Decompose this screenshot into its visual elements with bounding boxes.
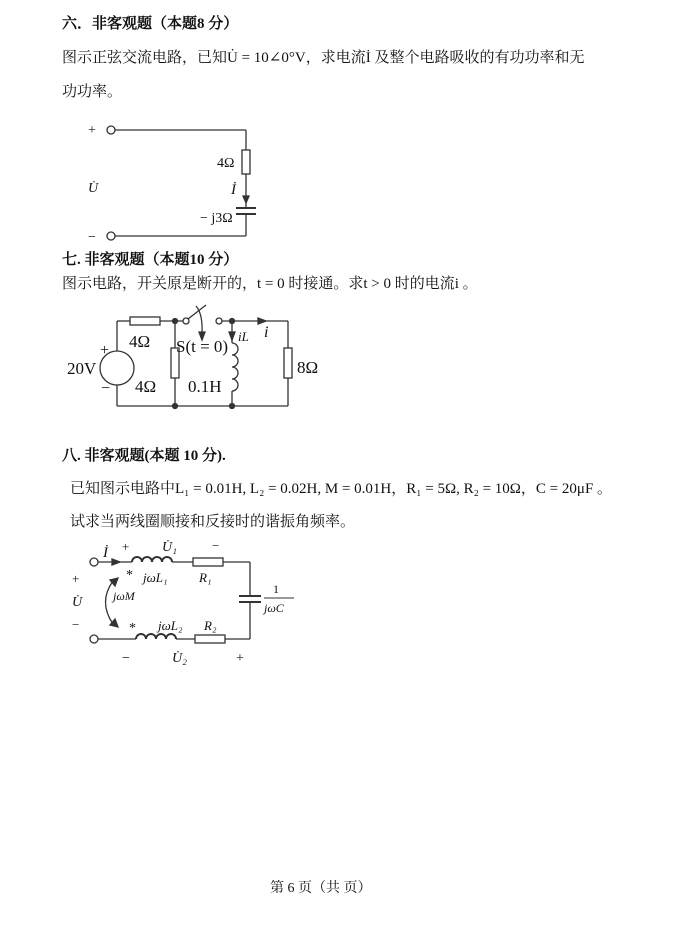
- q6-body-line2: 功功率。: [62, 84, 123, 100]
- terminal-top: [90, 558, 98, 566]
- resistor-4ohm: [242, 150, 250, 174]
- mutual-arrow-icon: [106, 581, 114, 624]
- minus-label: −: [88, 230, 96, 245]
- q8-heading: 八. 非客观题(本题 10 分).: [62, 448, 226, 464]
- inductor-label: 0.1H: [188, 377, 222, 396]
- dot-l2: *: [129, 621, 136, 636]
- u2-plus: +: [236, 651, 244, 666]
- current-label: İ: [103, 545, 108, 561]
- r-load-label: 8Ω: [297, 358, 319, 377]
- resistor-label: 4Ω: [217, 156, 235, 171]
- current-arrow-icon: [243, 196, 249, 203]
- r1-label: R₁: [199, 570, 212, 585]
- plus-label: +: [88, 123, 96, 138]
- resistor-r1: [193, 558, 223, 566]
- u-plus: +: [72, 571, 80, 586]
- r-series-label: 4Ω: [129, 332, 151, 351]
- source-label: 20V: [67, 359, 97, 378]
- u2-minus: −: [122, 651, 130, 666]
- terminal-bottom: [107, 232, 115, 240]
- terminal-top: [107, 126, 115, 134]
- cap-numerator: 1: [273, 582, 279, 596]
- voltage-label: U̇: [88, 181, 99, 196]
- current-label: i: [264, 324, 269, 341]
- q7-heading: 七. 非客观题（本题10 分）: [62, 252, 239, 268]
- inductor: [232, 343, 238, 391]
- q8-body-line1: 已知图示电路中L₁ = 0.01H, L₂ = 0.02H, M = 0.01H，R₁ = 5Ω, R₂ = 10Ω，C = 20μF 。: [70, 481, 613, 497]
- resistor-load: [284, 348, 292, 378]
- q7-body: 图示电路，开关原是断开的，t = 0 时接通。求t > 0 时的电流i 。: [62, 276, 478, 292]
- dot-l1: *: [126, 568, 133, 583]
- inductor-current-label: iL: [238, 329, 249, 344]
- r2-label: R₂: [204, 618, 217, 633]
- q8-body-line2: 试求当两线圈顺接和反接时的谐振角频率。: [70, 514, 356, 530]
- l1-label: jωL₁: [143, 570, 168, 585]
- mutual-label: jωM: [113, 589, 135, 603]
- capacitor-label: − j3Ω: [200, 211, 233, 226]
- u2-label: U̇₂: [172, 651, 187, 666]
- resistor-series: [130, 317, 160, 325]
- u1-minus: −: [212, 538, 220, 553]
- minus-label: −: [101, 380, 111, 397]
- inductor-l2: [136, 634, 176, 639]
- page-footer: 第 6 页（共 页）: [270, 881, 372, 896]
- l2-label: jωL₂: [158, 618, 183, 633]
- u-minus: −: [72, 617, 80, 632]
- q6-heading: 六．非客观题（本题8 分）: [62, 16, 239, 32]
- resistor-r2: [195, 635, 225, 643]
- switch-label: S(t = 0): [176, 337, 229, 356]
- u1-label: U̇₁: [162, 540, 177, 555]
- current-label: İ: [231, 182, 236, 198]
- terminal-bottom: [90, 635, 98, 643]
- voltage-label: U̇: [72, 595, 83, 610]
- r-shunt-label: 4Ω: [135, 377, 157, 396]
- q6-body-line1: 图示正弦交流电路，已知U̇ = 10∠0°V，求电流İ 及整个电路吸收的有功功率和无: [62, 50, 585, 66]
- inductor-l1: [132, 557, 172, 562]
- cap-denominator: jωC: [264, 601, 284, 615]
- u1-plus: +: [122, 539, 130, 554]
- plus-label: +: [100, 342, 110, 359]
